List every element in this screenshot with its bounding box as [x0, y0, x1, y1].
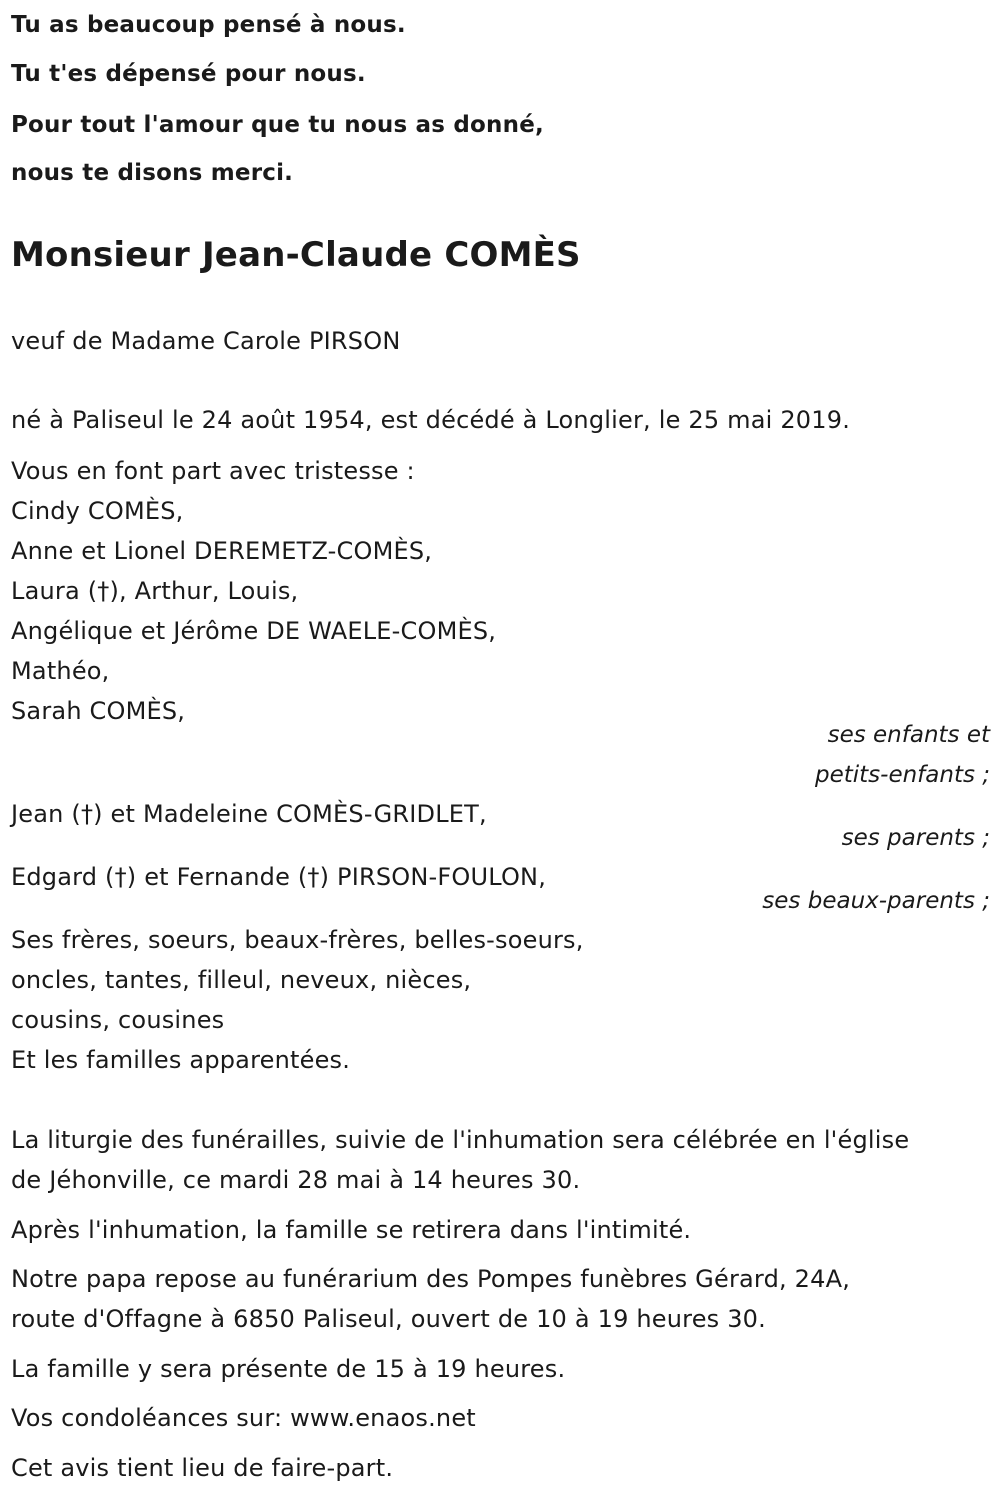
poem-line: Tu as beaucoup pensé à nous.	[11, 12, 406, 38]
in-laws-line: Edgard (†) et Fernande (†) PIRSON-FOULON,	[11, 863, 547, 891]
parents-line: Jean (†) et Madeleine COMÈS-GRIDLET,	[11, 800, 487, 828]
poem-line: Tu t'es dépensé pour nous.	[11, 61, 366, 87]
announcement-intro: Vous en font part avec tristesse :	[11, 457, 415, 485]
after-burial-line: Après l'inhumation, la famille se retirera dans l'intimité.	[11, 1216, 692, 1244]
family-line: Et les familles apparentées.	[11, 1046, 351, 1074]
children-relation: petits-enfants ;	[814, 762, 990, 788]
family-line: Ses frères, soeurs, beaux-frères, belles-soeurs,	[11, 926, 584, 954]
child-line: Anne et Lionel DEREMETZ-COMÈS,	[11, 537, 433, 565]
child-line: Mathéo,	[11, 657, 110, 685]
parents-relation: ses parents ;	[841, 825, 990, 851]
family-line: oncles, tantes, filleul, neveux, nièces,	[11, 966, 472, 994]
funerarium-line: route d'Offagne à 6850 Paliseul, ouvert de 10 à 19 heures 30.	[11, 1305, 766, 1333]
funerarium-line: Notre papa repose au funérarium des Pompes funèbres Gérard, 24A,	[11, 1265, 851, 1293]
condolences-line: Vos condoléances sur: www.enaos.net	[11, 1404, 476, 1432]
child-line: Angélique et Jérôme DE WAELE-COMÈS,	[11, 617, 497, 645]
child-line: Sarah COMÈS,	[11, 697, 186, 725]
liturgy-line: de Jéhonville, ce mardi 28 mai à 14 heures 30.	[11, 1166, 581, 1194]
spouse-line: veuf de Madame Carole PIRSON	[11, 327, 401, 355]
children-relation: ses enfants et	[827, 722, 990, 748]
child-line: Cindy COMÈS,	[11, 497, 184, 525]
deceased-name: Monsieur Jean-Claude COMÈS	[11, 235, 581, 275]
birth-death-line: né à Paliseul le 24 août 1954, est décédé à Longlier, le 25 mai 2019.	[11, 406, 851, 434]
family-presence-line: La famille y sera présente de 15 à 19 heures.	[11, 1355, 566, 1383]
child-line: Laura (†), Arthur, Louis,	[11, 577, 299, 605]
notice-line: Cet avis tient lieu de faire-part.	[11, 1454, 394, 1482]
in-laws-relation: ses beaux-parents ;	[762, 888, 990, 914]
poem-line: Pour tout l'amour que tu nous as donné,	[11, 112, 544, 138]
liturgy-line: La liturgie des funérailles, suivie de l'inhumation sera célébrée en l'église	[11, 1126, 910, 1154]
poem-line: nous te disons merci.	[11, 160, 294, 186]
family-line: cousins, cousines	[11, 1006, 225, 1034]
